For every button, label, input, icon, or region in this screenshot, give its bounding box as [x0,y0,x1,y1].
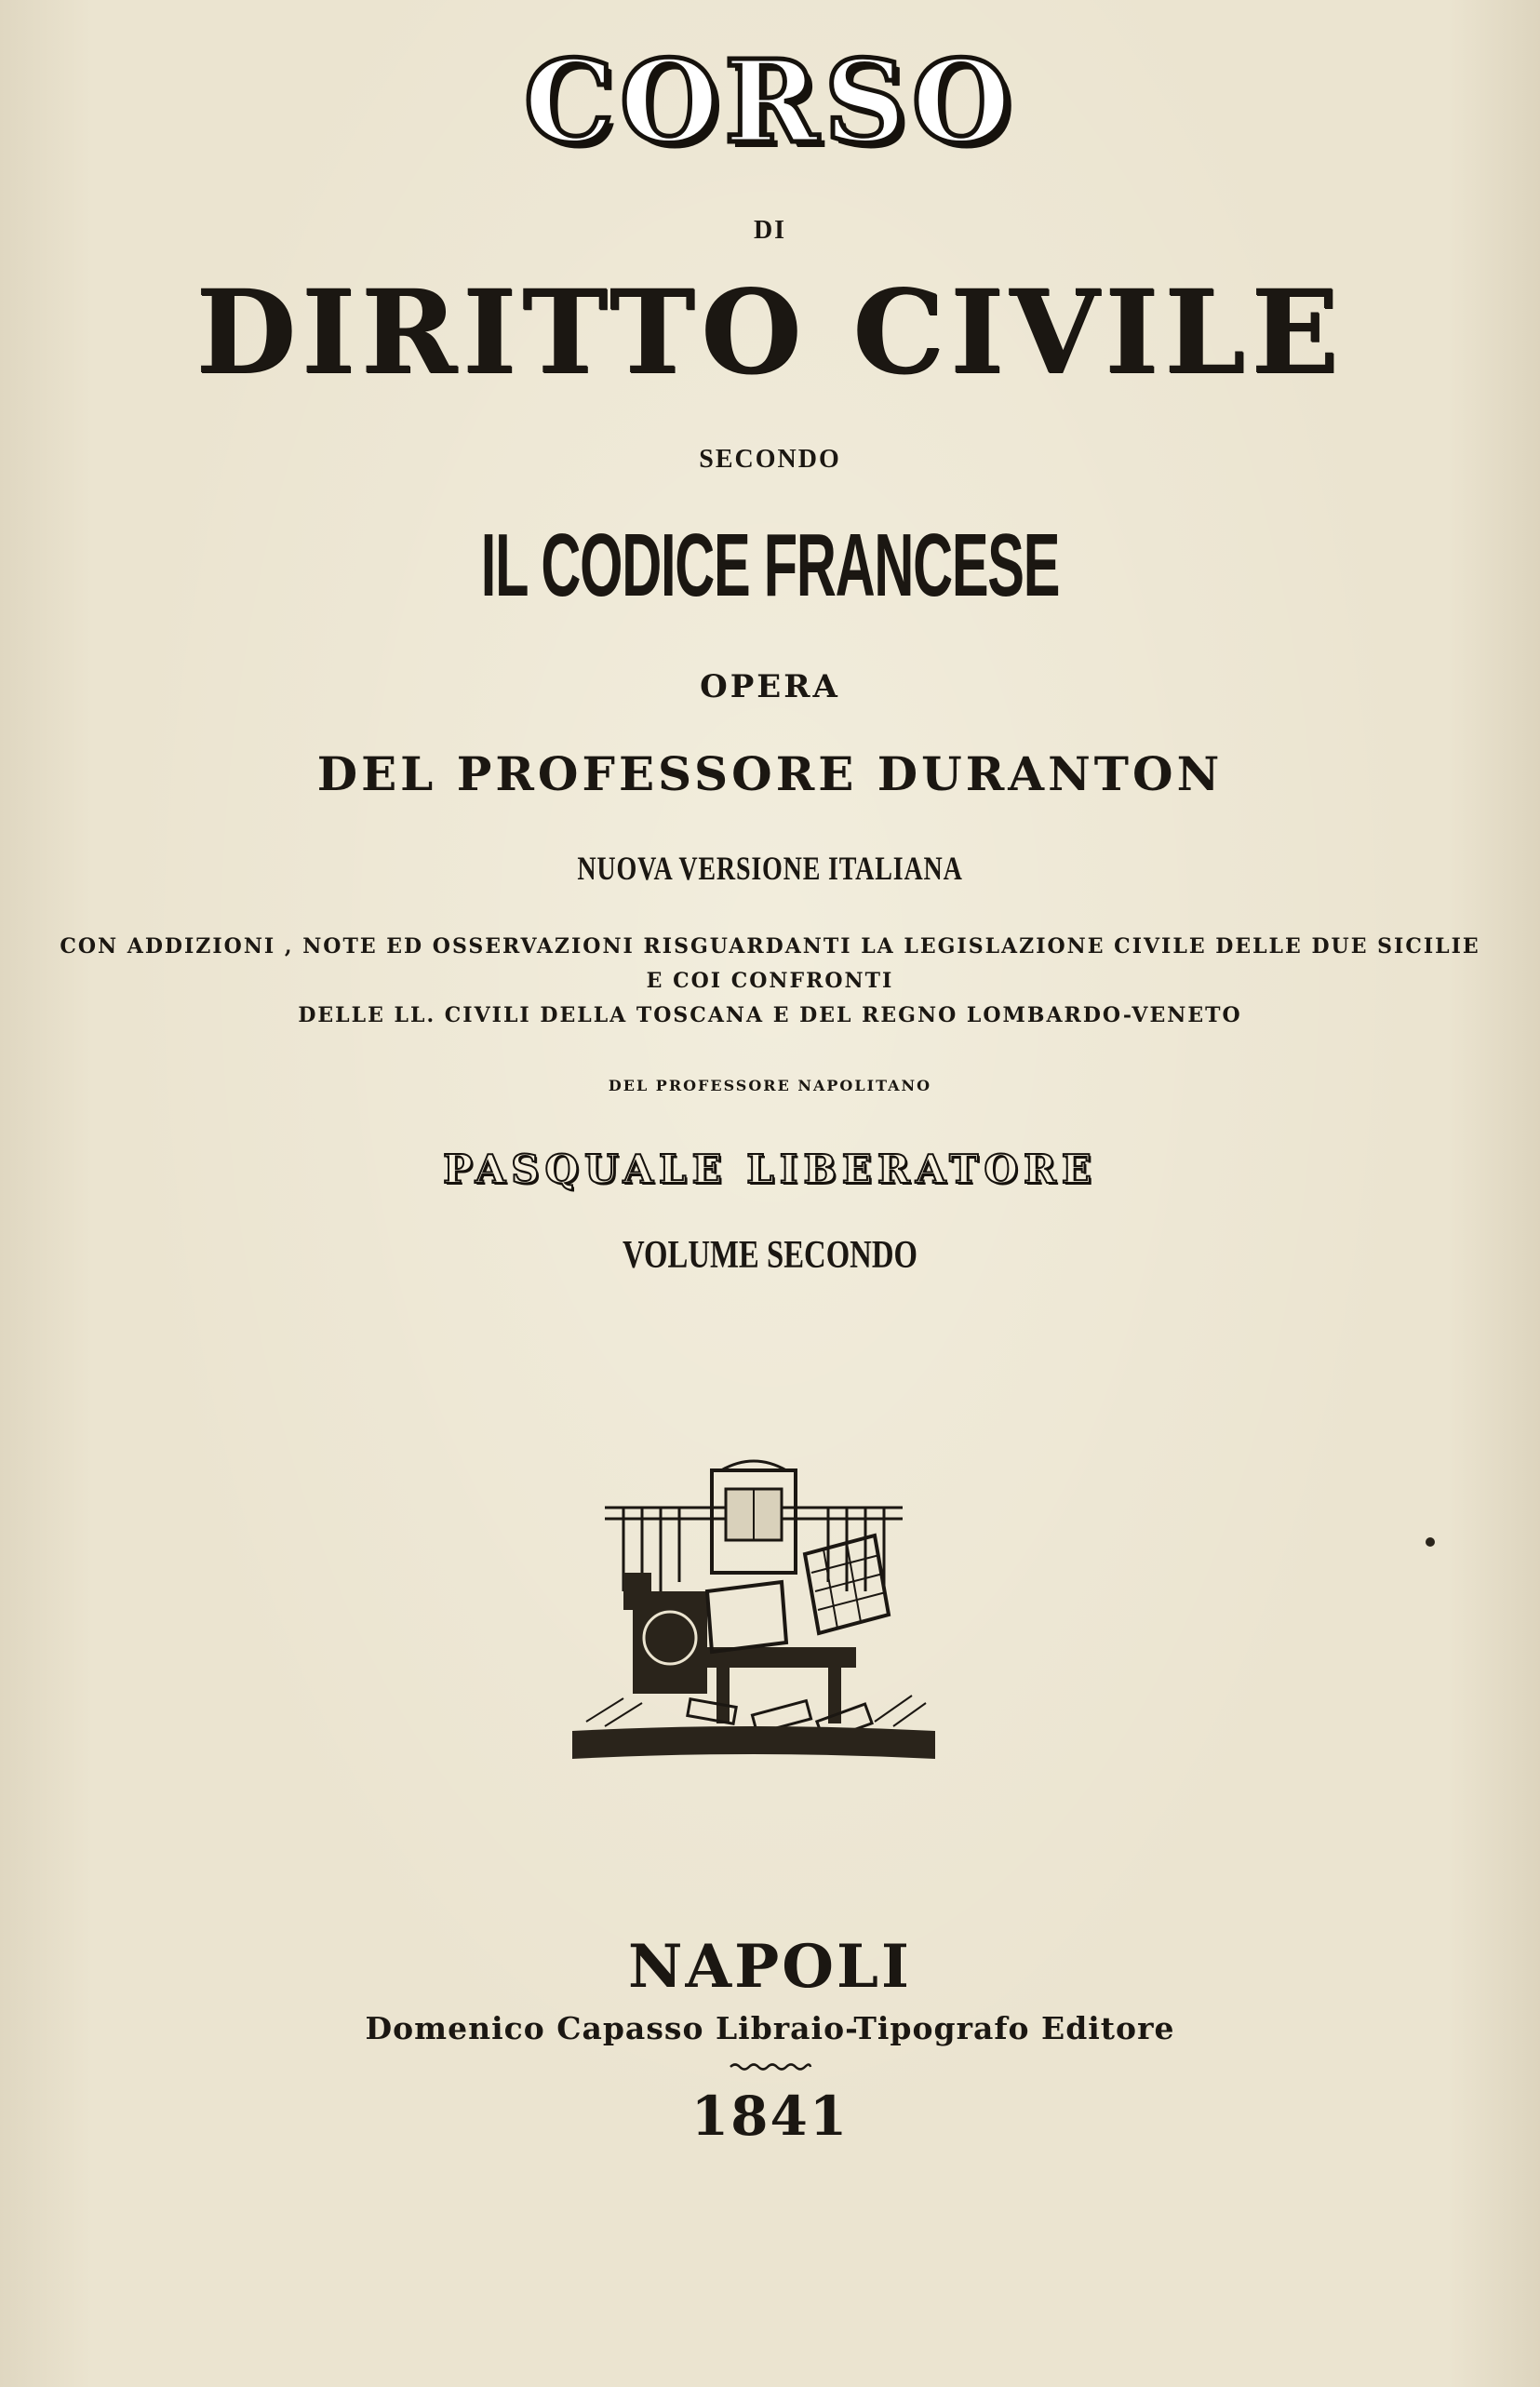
subject-title: DIRITTO CIVILE [195,265,1345,400]
version-line: NUOVA VERSIONE ITALIANA [577,850,963,887]
publisher: Domenico Capasso Libraio-Tipografo Editore [365,2010,1175,2046]
additions-line-1: CON ADDIZIONI , NOTE ED OSSERVAZIONI RISGUARDANTI LA LEGISLAZIONE CIVILE DELLE DUE SICILIE [60,934,1480,959]
main-title: CORSO [523,34,1017,168]
volume-line: VOLUME SECONDO [623,1234,917,1277]
paper-speck [1426,1537,1435,1547]
additions-line-2: E COI CONFRONTI [646,969,894,993]
author-line: DEL PROFESSORE DURANTON [316,746,1224,801]
wavy-rule-icon [729,2061,812,2072]
secondo-label: SECONDO [699,445,841,474]
year: 1841 [690,2085,850,2148]
translator-intro: DEL PROFESSORE NAPOLITANO [608,1077,932,1094]
opera-label: OPERA [700,668,840,705]
di-label: DI [753,216,787,245]
city: NAPOLI [628,1932,912,2002]
translator-name: PASQUALE LIBERATORE [443,1147,1097,1192]
additions-line-3: DELLE LL. CIVILI DELLA TOSCANA E DEL REGNO LOMBARDO-VENETO [298,1003,1242,1027]
printing-press-vignette-icon [568,1452,940,1768]
code-title: IL CODICE FRANCESE [480,516,1060,615]
